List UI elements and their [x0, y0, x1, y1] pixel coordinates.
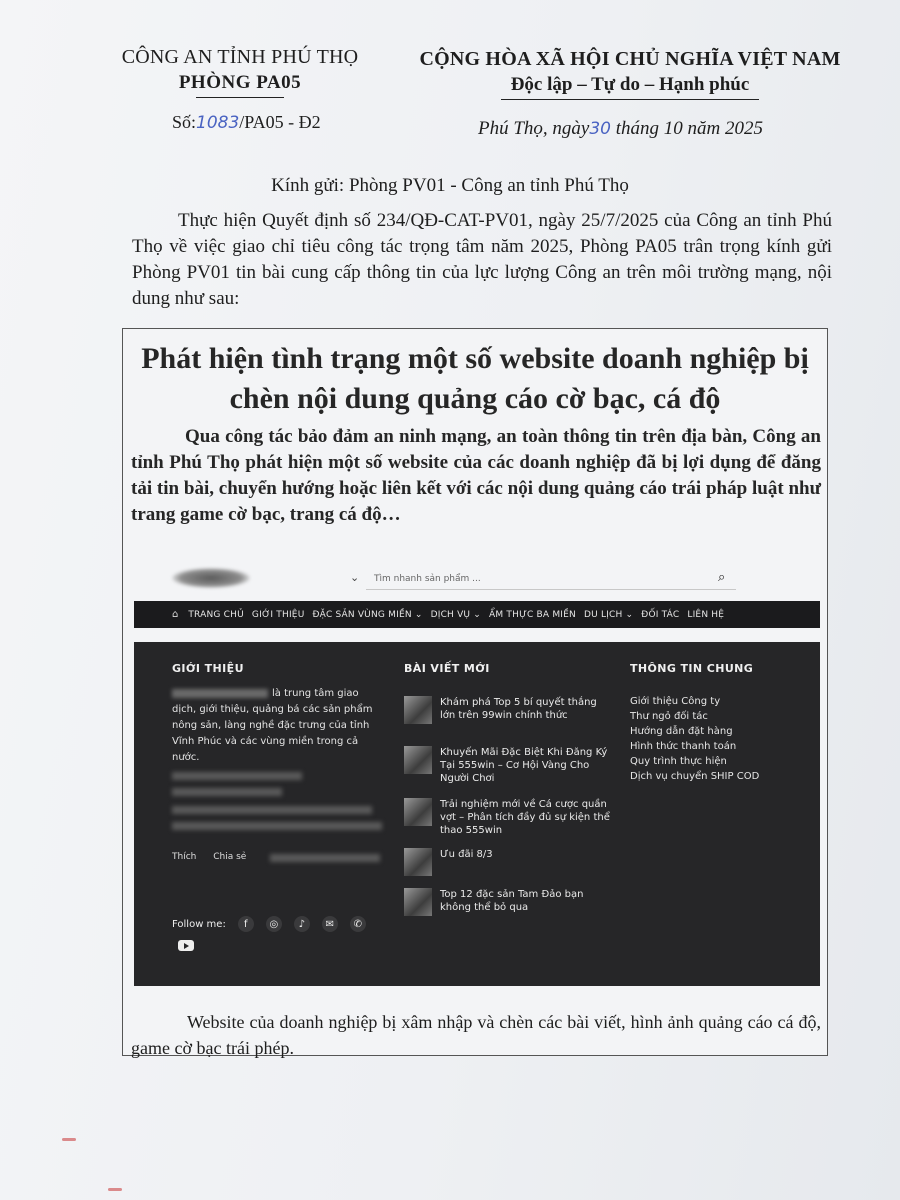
blurred-logo: [172, 568, 250, 588]
blurred-line: [172, 822, 382, 830]
footer-info-heading: THÔNG TIN CHUNG: [630, 662, 754, 675]
post-title: Ưu đãi 8/3: [440, 849, 493, 860]
share-label: Chia sẻ: [213, 852, 247, 862]
ink-mark: [108, 1188, 122, 1191]
department-name: PHÒNG PA05: [178, 72, 302, 93]
website-screenshot: [134, 560, 820, 990]
tiktok-icon: ♪: [294, 916, 310, 932]
nav-item-partners: ĐỐI TÁC: [641, 609, 680, 620]
blurred-line: [172, 806, 372, 814]
post-title: Trải nghiệm mới về Cá cược quần vợt – Phân tích đầy đủ sự kiện thể thao 555win: [440, 799, 610, 836]
post-item: [404, 848, 614, 876]
recipient-line: Kính gửi: Phòng PV01 - Công an tỉnh Phú Thọ: [271, 175, 629, 196]
issuer-block: [110, 46, 370, 98]
national-header: [410, 48, 850, 100]
info-link: Hình thức thanh toán: [630, 741, 737, 752]
home-icon: ⌂: [172, 609, 179, 620]
article-sapo: Qua công tác bảo đảm an ninh mạng, an toàn thông tin trên địa bàn, Công an tỉnh Phú Thọ phát hiện một số website của các doanh nghiệp đã bị lợi dụng để đăng tải tin bài, chuyển hướng hoặc liên kết với các nội dung quảng cáo trái pháp luật như trang game cờ bạc, trang cá độ…: [131, 426, 821, 525]
blurred-line: [172, 772, 302, 780]
post-thumbnail: [404, 746, 432, 774]
article-title: Phát hiện tình trạng một số website doanh nghiệp bị chèn nội dung quảng cáo cờ bạc, cá độ: [141, 342, 809, 415]
footer-posts-heading: BÀI VIẾT MỚI: [404, 662, 490, 675]
blurred-company-name: [172, 689, 268, 698]
follow-row: [172, 916, 366, 932]
footer-about-heading: GIỚI THIỆU: [172, 662, 244, 675]
nav-item-travel: DU LỊCH ⌄: [583, 609, 634, 620]
chevron-down-icon: ⌄: [350, 571, 360, 584]
email-icon: ✉: [322, 916, 338, 932]
post-thumbnail: [404, 848, 432, 876]
follow-label: Follow me:: [172, 918, 226, 930]
site-footer: [134, 642, 820, 986]
phone-icon: ✆: [350, 916, 366, 932]
info-link: Dịch vụ chuyển SHIP COD: [630, 771, 760, 782]
ink-mark: [62, 1138, 76, 1141]
date-prefix: Phú Thọ, ngày: [478, 118, 590, 139]
site-navbar: [134, 601, 820, 628]
document-number-handwritten: 1083: [196, 113, 240, 133]
site-topbar: [134, 560, 820, 600]
nav-item-contact: LIÊN HỆ: [687, 609, 725, 620]
footer-about-body: là trung tâm giao dịch, giới thiệu, quảng bá các sản phẩm nông sản, làng nghề đặc trưng của tỉnh Vĩnh Phúc và các vùng miền trong cả nước.: [172, 688, 373, 763]
post-item: [404, 696, 614, 724]
post-thumbnail: [404, 696, 432, 724]
document-number-prefix: Số:: [172, 112, 197, 132]
date-day-handwritten: 30: [589, 119, 611, 139]
info-link: Hướng dẫn đặt hàng: [630, 726, 733, 737]
nav-item-services: DỊCH VỤ ⌄: [430, 609, 482, 620]
info-link: Quy trình thực hiện: [630, 756, 727, 767]
nation-name: CỘNG HÒA XÃ HỘI CHỦ NGHĨA VIỆT NAM: [419, 48, 841, 70]
info-link: Thư ngỏ đối tác: [630, 711, 708, 722]
nav-item-specialties: ĐẶC SẢN VÙNG MIỀN ⌄: [312, 609, 423, 620]
instagram-icon: ◎: [266, 916, 282, 932]
blurred-line: [270, 854, 380, 862]
search-icon: ⌕: [718, 570, 726, 585]
facebook-icon: f: [238, 916, 254, 932]
youtube-icon: [178, 940, 194, 951]
post-item: [404, 798, 614, 837]
nav-item-home: TRANG CHỦ: [188, 609, 244, 620]
fb-actions: [172, 852, 260, 862]
document-number: [172, 112, 321, 133]
post-thumbnail: [404, 888, 432, 916]
post-title: Khuyến Mãi Đặc Biệt Khi Đăng Ký Tại 555win – Cơ Hội Vàng Cho Người Chơi: [440, 747, 608, 784]
document-number-suffix: /PA05 - Đ2: [239, 112, 321, 132]
motto-underline: [501, 99, 759, 100]
site-search-input: Tìm nhanh sản phẩm ...: [374, 574, 481, 584]
date-suffix: tháng 10 năm 2025: [611, 118, 763, 139]
post-item: [404, 888, 614, 916]
intro-paragraph: Thực hiện Quyết định số 234/QĐ-CAT-PV01, ngày 25/7/2025 của Công an tỉnh Phú Thọ về việc giao chỉ tiêu công tác trọng tâm năm 2025, Phòng PA05 trân trọng kính gửi Phòng PV01 tin bài cung cấp thông tin của lực lượng Công an trên môi trường mạng, nội dung như sau:: [132, 210, 832, 309]
nav-item-cuisine: ẨM THỰC BA MIỀN: [489, 609, 576, 620]
post-title: Top 12 đặc sản Tam Đảo bạn không thể bỏ qua: [440, 889, 584, 913]
document-date: [478, 118, 763, 140]
post-title: Khám phá Top 5 bí quyết thắng lớn trên 99win chính thức: [440, 697, 597, 721]
image-caption: Website của doanh nghiệp bị xâm nhập và chèn các bài viết, hình ảnh quảng cáo cá độ, game cờ bạc trái phép.: [131, 1012, 821, 1058]
department-underline: [196, 97, 284, 98]
info-links: [630, 694, 759, 784]
post-thumbnail: [404, 798, 432, 826]
footer-about-text: [172, 686, 382, 766]
info-link: Giới thiệu Công ty: [630, 696, 721, 707]
like-label: Thích: [172, 852, 197, 862]
post-item: [404, 746, 614, 785]
organization-name: CÔNG AN TỈNH PHÚ THỌ: [121, 46, 359, 68]
blurred-line: [172, 788, 282, 796]
nav-item-about: GIỚI THIỆU: [251, 609, 305, 620]
national-motto: Độc lập – Tự do – Hạnh phúc: [510, 74, 750, 95]
